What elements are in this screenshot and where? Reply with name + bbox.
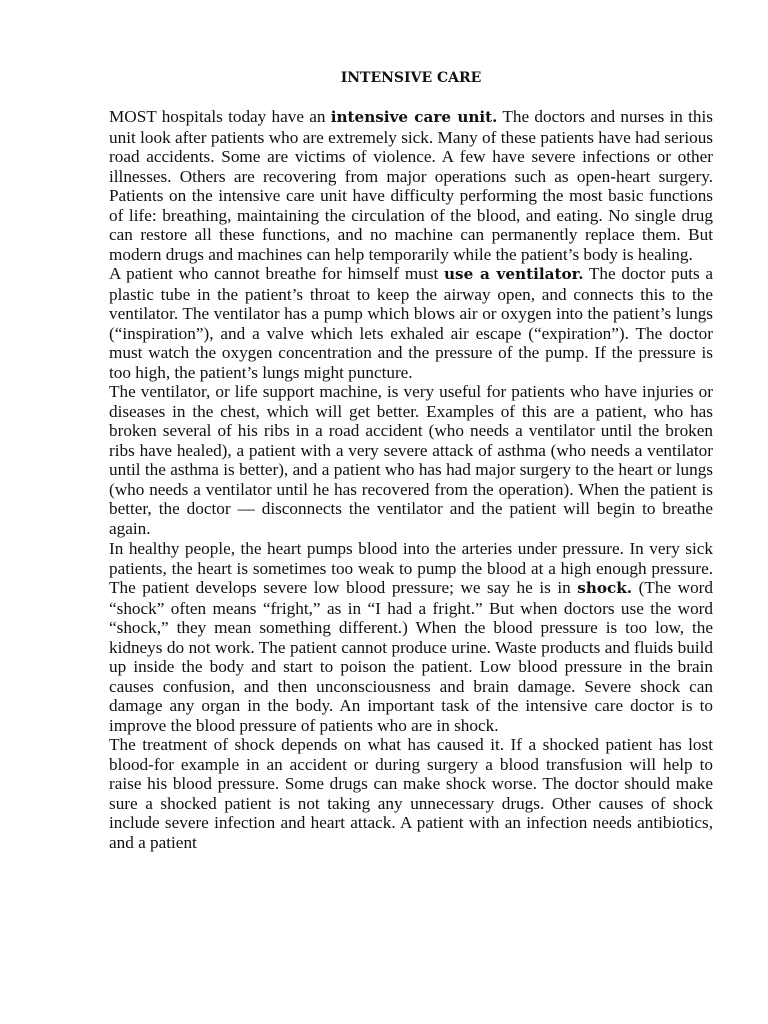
- paragraph-text: The doctor puts a plastic tube in the patient’s throat to keep the airway open, and connects this to the ventilator. The ventilator has a pump which blows air or oxygen into the patient’s lungs (“inspiration”), and a valve which lets exhaled air escape (“expiration”). The doctor must watch the oxygen concentration and the pressure of the pump. If the pressure is too high, the patient’s lungs might puncture.: [109, 264, 713, 382]
- paragraph-text: A patient who cannot breathe for himself must: [109, 264, 445, 283]
- bold-term: shock.: [577, 579, 633, 597]
- document-page: [109, 68, 713, 853]
- document-title: INTENSIVE CARE: [340, 70, 482, 86]
- paragraph-treatment-of-shock: [109, 735, 713, 853]
- paragraph-text: The treatment of shock depends on what has caused it. If a shocked patient has lost blood-for example in an accident or during surgery a blood transfusion will help to raise his blood pressure. Some drugs can make shock worse. The doctor should make sure a shocked patient is not taking any unnecessary drugs. Other causes of shock include severe infection and heart attack. A patient with an infection needs antibiotics, and a patient: [109, 735, 713, 852]
- paragraph-text: The doctors and nurses in this unit look after patients who are extremely sick. Many of these patients have had serious road accidents. Some are victims of violence. A few have severe infections or other illnesses. Others are recovering from major operations such as open-heart surgery. Patients on the intensive care unit have difficulty performing the most basic functions of life: breathing, maintaining the circulation of the blood, and eating. No single drug can restore all these functions, and no machine can permanently replace them. But modern drugs and machines can help temporarily while the patient’s body is healing.: [109, 107, 713, 264]
- bold-term: intensive care unit.: [330, 108, 498, 126]
- paragraph-life-support: [109, 382, 713, 539]
- paragraph-intensive-care-unit: [109, 107, 713, 264]
- paragraph-shock: [109, 539, 713, 735]
- paragraph-text: (The word “shock” often means “fright,” as in “I had a fright.” But when doctors use the word “shock,” they mean something different.) When the blood pressure is too low, the kidneys do not work. The patient cannot produce urine. Waste products and fluids build up inside the body and start to poison the patient. Low blood pressure in the brain causes confusion, and then unconsciousness and brain damage. Severe shock can damage any organ in the body. An important task of the intensive care doctor is to improve the blood pressure of patients who are in shock.: [109, 578, 713, 735]
- paragraph-text: The ventilator, or life support machine, is very useful for patients who have injuries or diseases in the chest, which will get better. Examples of this are a patient, who has broken several of his ribs in a road accident (who needs a ventilator until the broken ribs have healed), a patient with a very severe attack of asthma (who needs a ventilator until the asthma is better), and a patient who has had major surgery to the heart or lungs (who needs a ventilator until he has recovered from the operation). When the patient is better, the doctor — disconnects the ventilator and the patient will begin to breathe again.: [109, 382, 713, 538]
- paragraph-text: In healthy people, the heart pumps blood into the arteries under pressure. In very sick patients, the heart is sometimes too weak to pump the blood at a high enough pressure. The patient develops severe low blood pressure; we say he is in: [109, 539, 713, 597]
- bold-term: use a ventilator.: [444, 265, 584, 283]
- paragraph-text: MOST hospitals today have an: [109, 107, 331, 126]
- paragraph-ventilator: [109, 264, 713, 382]
